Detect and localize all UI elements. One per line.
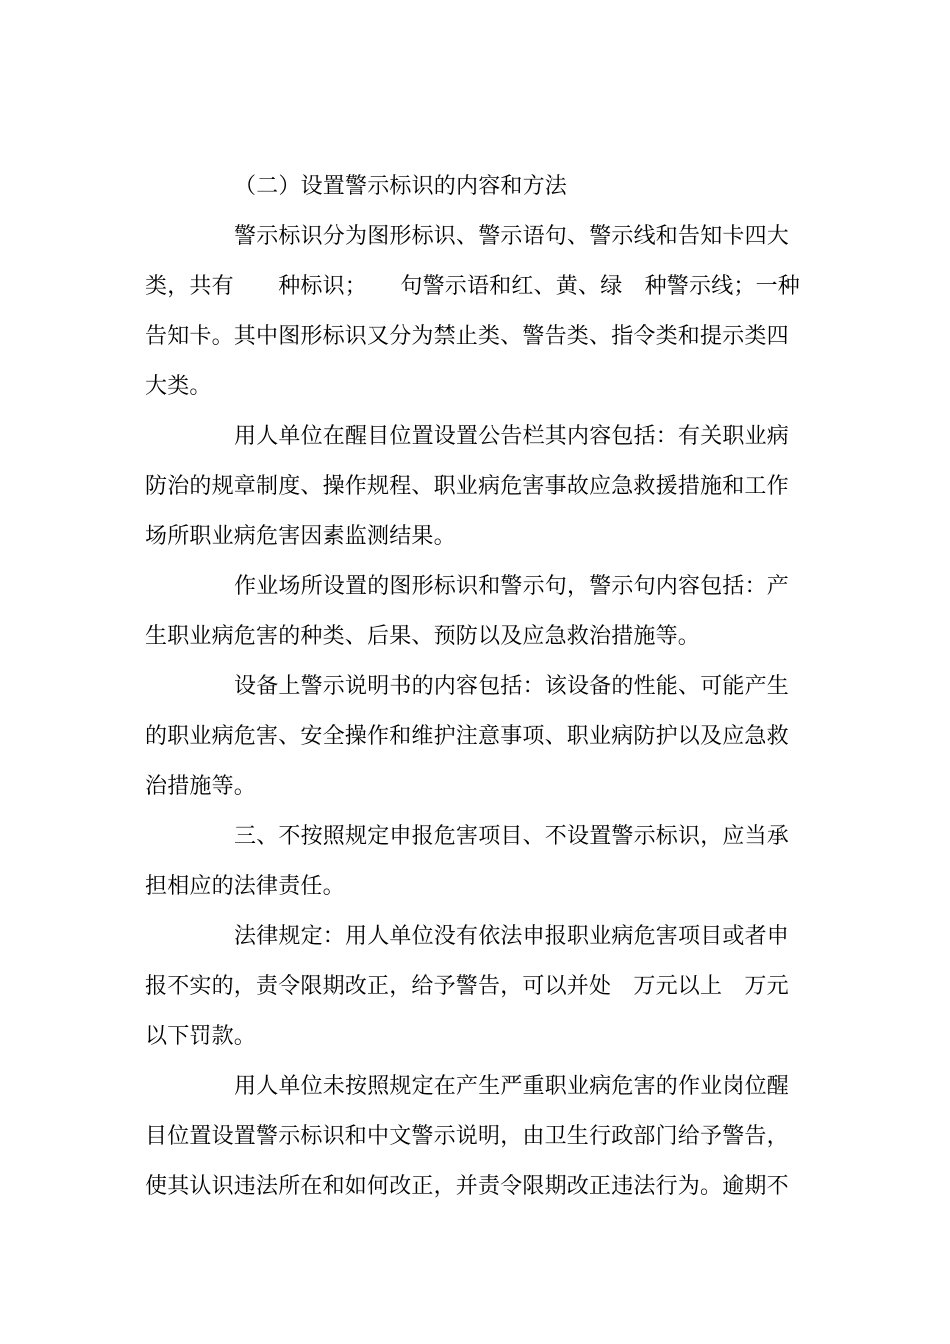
- paragraph-line: 作业场所设置的图形标识和警示句，警示句内容包括：产: [234, 574, 790, 599]
- paragraph-line: 用人单位在醒目位置设置公告栏其内容包括：有关职业病: [234, 424, 790, 449]
- paragraph-line: 生职业病危害的种类、后果、预防以及应急救治措施等。: [145, 624, 701, 649]
- paragraph-line: 治措施等。: [145, 774, 257, 799]
- paragraph-line: 防治的规章制度、操作规程、职业病危害事故应急救援措施和工作: [145, 474, 789, 499]
- paragraph-line: 担相应的法律责任。: [145, 874, 345, 899]
- paragraph-line: 的职业病危害、安全操作和维护注意事项、职业病防护以及应急救: [145, 724, 789, 749]
- paragraph-line: 以下罚款。: [145, 1024, 257, 1049]
- section-heading: （二）设置警示标识的内容和方法: [234, 174, 568, 199]
- paragraph-line: 用人单位未按照规定在产生严重职业病危害的作业岗位醒: [234, 1074, 790, 1099]
- paragraph-line: 告知卡。其中图形标识又分为禁止类、警告类、指令类和提示类四: [145, 324, 789, 349]
- paragraph-line: 目位置设置警示标识和中文警示说明，由卫生行政部门给予警告，: [145, 1124, 789, 1149]
- paragraph-line: 类，共有 种标识； 句警示语和红、黄、绿 种警示线；一种: [145, 274, 801, 299]
- paragraph-line: 警示标识分为图形标识、警示语句、警示线和告知卡四大: [234, 224, 790, 249]
- paragraph-line: 大类。: [145, 374, 212, 399]
- paragraph-line: 报不实的，责令限期改正，给予警告，可以并处 万元以上 万元: [145, 974, 789, 999]
- paragraph-line: 设备上警示说明书的内容包括：该设备的性能、可能产生: [234, 674, 790, 699]
- section-heading: 三、不按照规定申报危害项目、不设置警示标识，应当承: [234, 824, 790, 849]
- paragraph-line: 法律规定：用人单位没有依法申报职业病危害项目或者申: [234, 924, 790, 949]
- paragraph-line: 场所职业病危害因素监测结果。: [145, 524, 456, 549]
- paragraph-line: 使其认识违法所在和如何改正，并责令限期改正违法行为。逾期不: [145, 1174, 789, 1199]
